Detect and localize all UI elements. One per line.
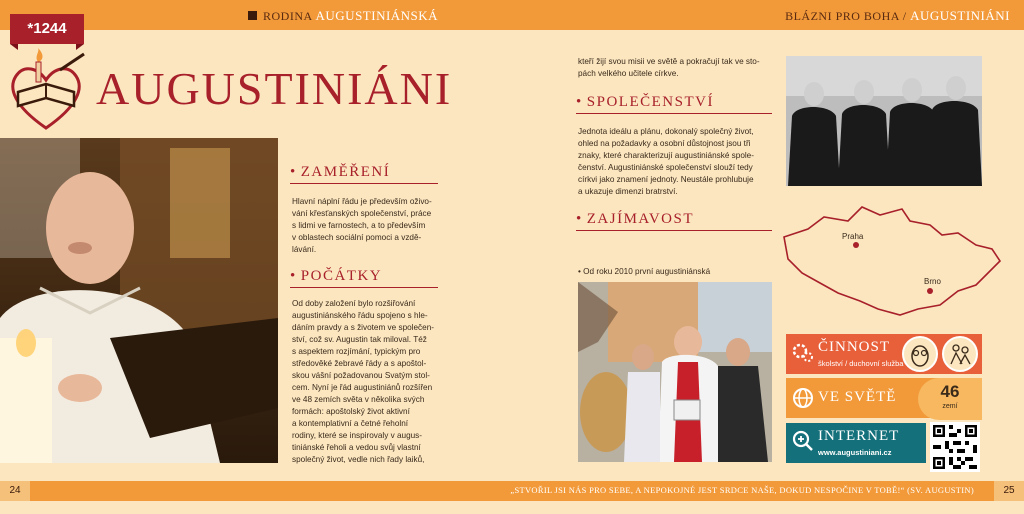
pocatky-line: formách: apoštolský život aktivní xyxy=(292,407,410,416)
pocatky-line: cem. Nyní je řád augustiniánů rozšířen xyxy=(292,383,433,392)
section-heading-pocatky: • POČÁTKY xyxy=(290,268,438,288)
qr-code-pattern-icon xyxy=(933,425,977,469)
countries-count-label: zemí xyxy=(942,403,958,410)
zamereni-heading-text: ZAMĚŘENÍ xyxy=(300,164,391,180)
spolecenstvi-line: a ukazuje dimenzi bratrství. xyxy=(578,187,678,196)
zamereni-line: lávání. xyxy=(292,245,317,254)
top-bar xyxy=(0,0,1024,30)
pocatky-line: s aspektem rozjímání, typickým pro xyxy=(292,347,421,356)
pocatky-line: Od doby založení bylo rozšiřování xyxy=(292,299,416,308)
page-number-left: 24 xyxy=(0,481,30,501)
spolecenstvi-body xyxy=(578,126,778,198)
zamereni-body xyxy=(292,196,442,256)
header-right-name: AUGUSTINIÁNI xyxy=(910,8,1010,23)
pocatky-line: a kontemplativní a četné řeholní xyxy=(292,419,409,428)
pocatky-line: tiniánské řeholi a vedou svůj vlastní xyxy=(292,443,421,452)
internet-title: INTERNET xyxy=(818,428,900,444)
globe-icon xyxy=(792,387,814,409)
header-left-label xyxy=(248,8,438,24)
czech-republic-map xyxy=(778,195,1006,323)
caregiver-icon xyxy=(942,336,978,372)
zamereni-line: s lidmi ve farnostech, a to především xyxy=(292,221,426,230)
countries-count: 46 xyxy=(940,382,960,401)
page-title: AUGUSTINIÁNI xyxy=(96,63,453,114)
spolecenstvi-line: Jednota ideálu a plánu, dokonalý společný život, xyxy=(578,127,754,136)
pocatky-heading-text: POČÁTKY xyxy=(300,268,383,284)
pocatky-line: středověké žebravé řády a s apoštol- xyxy=(292,359,427,368)
cinnost-subtitle: školství / duchovní služba xyxy=(818,359,904,368)
pocatky-line: společný život, vedle nich řady laiků, xyxy=(292,455,425,464)
zamereni-line: Hlavní náplní řádu je především oživo- xyxy=(292,197,432,206)
order-logo-heart-book-icon xyxy=(4,48,88,136)
map-label-brno: Brno xyxy=(924,277,941,286)
map-marker-brno xyxy=(927,288,933,294)
priest-illustration xyxy=(0,138,278,463)
pocatky-line: augustiniánského řádu spojeno s hle- xyxy=(292,311,428,320)
square-icon xyxy=(248,11,257,20)
zajimavost-line: • Od roku 2010 první augustiniánská xyxy=(578,267,711,276)
spolecenstvi-line: církvi jako znamení jednoty. Neustále prohlubuje xyxy=(578,175,754,184)
cinnost-title: ČINNOST xyxy=(818,339,891,355)
pocatky-body xyxy=(292,298,447,466)
zamereni-line: v oblastech sociální pomoci a vzdě- xyxy=(292,233,422,242)
countries-counter xyxy=(918,378,982,420)
year-badge: *1244 xyxy=(10,14,84,44)
qr-code[interactable] xyxy=(930,422,980,472)
continuation-line: kteří žijí svou misii ve světě a pokračují tak ve sto- xyxy=(578,57,760,66)
pocatky-line: ve 48 zemích světa v několika svých xyxy=(292,395,425,404)
zajimavost-heading-text: ZAJÍMAVOST xyxy=(586,211,694,227)
street-illustration xyxy=(578,282,772,462)
owl-icon xyxy=(902,336,938,372)
header-left-prefix: RODINA xyxy=(263,9,313,23)
pocatky-line: ství, což sv. Augustin tak miloval. Též xyxy=(292,335,427,344)
magnifier-plus-icon xyxy=(792,430,814,452)
ve-svete-title: VE SVĚTĚ xyxy=(818,389,897,405)
spolecenstvi-line: čenství. Augustiniánské společenství slouží tedy xyxy=(578,163,753,172)
map-label-praha: Praha xyxy=(842,232,864,241)
spolecenstvi-line: ohled na požadavky a osobní důstojnost jsou tři xyxy=(578,139,751,148)
continuation-body xyxy=(578,56,778,80)
header-right-label xyxy=(785,8,1010,24)
priest-photo xyxy=(0,138,278,463)
street-procession-photo xyxy=(578,282,772,462)
monks-illustration xyxy=(786,56,982,186)
tile-cinnost xyxy=(786,334,982,374)
tile-internet[interactable] xyxy=(786,423,926,463)
zamereni-line: vání křesťanských společenství, práce xyxy=(292,209,432,218)
pocatky-line: skou vášní požadovanou Svatým stol- xyxy=(292,371,430,380)
footer-quote: „STVOŘIL JSI NÁS PRO SEBE, A NEPOKOJNÉ JEST SRDCE NAŠE, DOKUD NESPOČINE V TOBĚ!“ (SV. AUGUSTIN) xyxy=(510,485,974,495)
map-marker-praha xyxy=(853,242,859,248)
section-heading-zamereni: • ZAMĚŘENÍ xyxy=(290,164,438,184)
header-right-prefix: BLÁZNI PRO BOHA / xyxy=(785,9,907,23)
section-heading-zajimavost: • ZAJÍMAVOST xyxy=(576,211,772,231)
header-left-name: AUGUSTINIÁNSKÁ xyxy=(315,8,439,23)
spolecenstvi-heading-text: SPOLEČENSTVÍ xyxy=(586,94,714,110)
internet-url-link[interactable]: www.augustiniani.cz xyxy=(818,448,892,457)
page-number-right: 25 xyxy=(994,481,1024,501)
monks-group-photo xyxy=(786,56,982,186)
pocatky-line: dáním pravdy a s životem ve společen- xyxy=(292,323,434,332)
continuation-line: pách velkého učitele církve. xyxy=(578,69,679,78)
spolecenstvi-line: znaky, které charakterizují augustiniánské spole- xyxy=(578,151,754,160)
gears-icon xyxy=(792,341,814,363)
section-heading-spolecenstvi: • SPOLEČENSTVÍ xyxy=(576,94,772,114)
pocatky-line: rodiny, které se inspirovaly v augus- xyxy=(292,431,422,440)
